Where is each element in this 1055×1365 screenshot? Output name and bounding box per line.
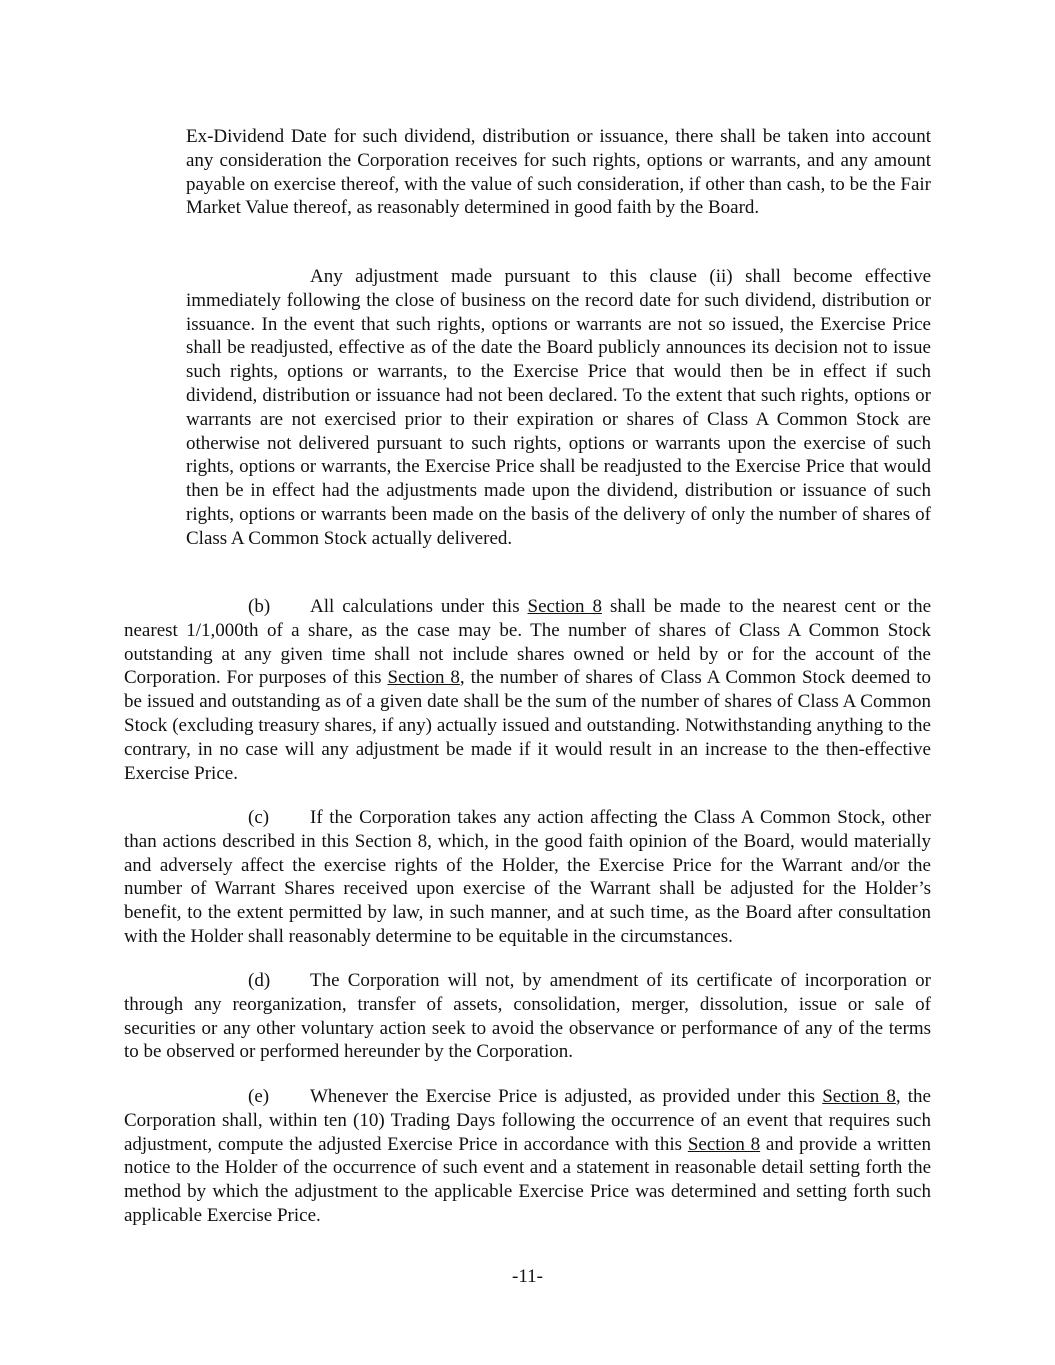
paragraph-text: , the number of shares of Class A Common Stock deemed to be issued and outstanding as of a given date shall be the sum of the number of shares of Class A Common Stock (excluding treasury shares, if any) actually issued and outstanding. Notwithstanding anything to the contrary, in no case will any adjustment be made if it would result in an increase to the then-effective Exercise Price. bbox=[124, 667, 931, 784]
paragraph-label: (b) bbox=[248, 596, 271, 617]
section-8-reference: Section 8 bbox=[387, 667, 460, 689]
paragraph-text: Whenever the Exercise Price is adjusted, as provided under this bbox=[310, 1086, 823, 1107]
paragraph-ex-dividend bbox=[186, 125, 931, 220]
page-number: -11- bbox=[512, 1266, 543, 1287]
paragraph-text: All calculations under this bbox=[310, 596, 528, 617]
paragraph-text: If the Corporation takes any action affecting the Class A Common Stock, other than actions described in this Section 8, which, in the good faith opinion of the Board, would materially and adversely affect the exercise rights of the Holder, the Exercise Price for the Warrant and/or the number of Warrant Shares received upon exercise of the Warrant shall be adjusted for the Holder’s benefit, to the extent permitted by law, in such manner, and at such time, as the Board after consultation with the Holder shall reasonably determine to be equitable in the circumstances. bbox=[124, 807, 931, 947]
paragraph-text: shall be made to the nearest cent or the nearest 1/1,000th of a share, as the case may be. The number of shares of Class A Common Stock outstanding at any given time shall not include shares owned or held by or for the account of the Corporation. For purposes of this bbox=[124, 596, 932, 689]
section-8-reference: Section 8 bbox=[822, 1086, 896, 1107]
paragraph-adjustment-clause-ii bbox=[186, 265, 931, 551]
paragraph-text: , the Corporation shall, within ten (10) Trading Days following the occurrence of an event that requires such adjustment, compute the adjusted Exercise Price in accordance with this bbox=[124, 1086, 931, 1155]
section-8-reference: Section 8 bbox=[687, 1133, 761, 1155]
paragraph-text: Any adjustment made pursuant to this clause (ii) shall become effective immediately following the close of business on the record date for such dividend, distribution or issuance. In the event that such rights, options or warrants are not so issued, the Exercise Price shall be readjusted, effective as of the date the Board publicly announces its decision not to issue such rights, options or warrants, to the Exercise Price that would then be in effect if such dividend, distribution or issuance had not been declared. To the extent that such rights, options or warrants are not exercised prior to their expiration or shares of Class A Common Stock are otherwise not delivered pursuant to such rights, options or warrants upon the exercise of such rights, options or warrants, the Exercise Price shall be readjusted to the Exercise Price that would then be in effect had the adjustments made upon the dividend, distribution or issuance of such rights, options or warrants been made on the basis of the delivery of only the number of shares of Class A Common Stock actually delivered. bbox=[186, 266, 931, 549]
paragraph-text: and provide a written notice to the Holder of the occurrence of such event and a statement in reasonable detail setting forth the method by which the adjustment to the applicable Exercise Price was determined and setting forth such applicable Exercise Price. bbox=[124, 1133, 931, 1226]
paragraph-b bbox=[124, 595, 931, 785]
paragraph-label: (e) bbox=[248, 1086, 270, 1107]
paragraph-label: (c) bbox=[248, 807, 270, 828]
paragraph-label: (d) bbox=[248, 970, 271, 991]
paragraph-d bbox=[124, 969, 931, 1064]
section-8-reference: Section 8 bbox=[527, 596, 602, 617]
paragraph-text: Ex-Dividend Date for such dividend, distribution or issuance, there shall be taken into account any consideration the Corporation receives for such rights, options or warrants, and any amount payable on exercise thereof, with the value of such consideration, if other than cash, to be the Fair Market Value thereof, as reasonably determined in good faith by the Board. bbox=[186, 126, 931, 219]
paragraph-e bbox=[124, 1085, 931, 1228]
paragraph-text: The Corporation will not, by amendment of its certificate of incorporation or through any reorganization, transfer of assets, consolidation, merger, dissolution, issue or sale of securities or any other voluntary action seek to avoid the observance or performance of any of the terms to be observed or performed hereunder by the Corporation. bbox=[124, 970, 931, 1063]
paragraph-c bbox=[124, 806, 931, 949]
